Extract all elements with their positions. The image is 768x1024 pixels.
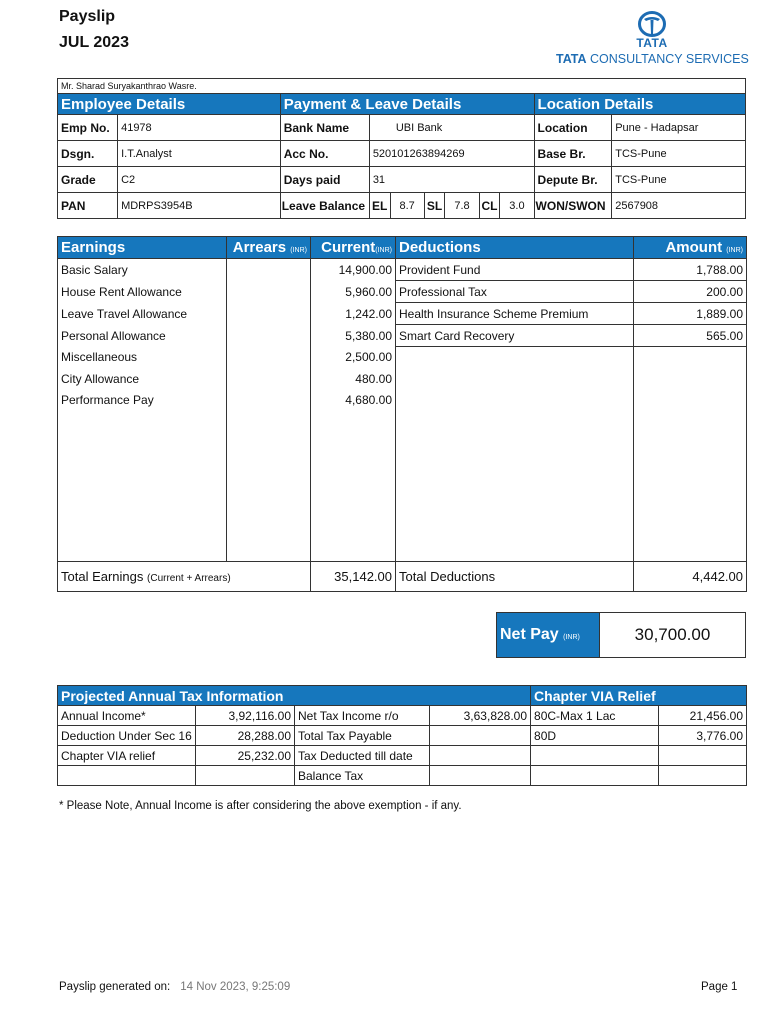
tax-value-b [196,766,295,786]
projected-tax-header: Projected Annual Tax Information [58,686,531,706]
amount-filler [634,410,747,562]
tax-value-d [430,746,531,766]
tax-label-c: Total Tax Payable [295,726,430,746]
base-branch-value: TCS-Pune [612,141,746,167]
tax-value-b: 3,92,116.00 [196,706,295,726]
deduction-amount: 1,788.00 [634,259,747,281]
deduction-name [396,347,634,369]
location-value: Pune - Hadapsar [612,115,746,141]
earnings-row [58,368,747,389]
sl-label: SL [424,193,445,219]
earning-name: City Allowance [58,368,227,389]
deduction-amount [634,368,747,389]
relief-label-e: 80C-Max 1 Lac [531,706,659,726]
earning-arrears [227,368,311,389]
section-location-details: Location Details [534,94,745,115]
days-paid-label: Days paid [280,167,369,193]
tax-label-a: Chapter VIA relief [58,746,196,766]
bank-name-label: Bank Name [280,115,369,141]
earning-current: 5,960.00 [311,281,396,303]
earning-arrears [227,389,311,410]
grade-value: C2 [118,167,281,193]
employee-name: Mr. Sharad Suryakanthrao Wasre. [58,79,746,94]
pan-value: MDRPS3954B [118,193,281,219]
earnings-row [58,325,747,347]
deduction-name: Provident Fund [396,259,634,281]
designation-value: I.T.Analyst [118,141,281,167]
amount-header: Amount (INR) [634,237,747,259]
earning-arrears [227,347,311,369]
pay-period: JUL 2023 [59,34,129,51]
earnings-row [58,281,747,303]
tax-label-a [58,766,196,786]
depute-branch-value: TCS-Pune [612,167,746,193]
current-header: Current(INR) [311,237,396,259]
tax-value-b: 28,288.00 [196,726,295,746]
tax-information-table [57,685,747,786]
employee-details-table [57,78,746,219]
earning-arrears [227,303,311,325]
total-deductions-value: 4,442.00 [634,562,747,592]
relief-value-f [659,746,747,766]
net-pay-value: 30,700.00 [600,613,746,658]
tax-row [58,706,747,726]
deductions-filler [396,410,634,562]
tax-row [58,726,747,746]
earning-name: Basic Salary [58,259,227,281]
deduction-name: Smart Card Recovery [396,325,634,347]
relief-label-e [531,766,659,786]
relief-value-f: 3,776.00 [659,726,747,746]
earnings-filler [58,410,227,562]
designation-label: Dsgn. [58,141,118,167]
generated-on: Payslip generated on: 14 Nov 2023, 9:25:09 [59,981,291,993]
earning-name: Miscellaneous [58,347,227,369]
tax-value-d [430,726,531,746]
page-number: Page 1 [701,981,738,993]
won-value: 2567908 [612,193,746,219]
tax-label-c: Balance Tax [295,766,430,786]
emp-no-value: 41978 [118,115,281,141]
earnings-row [58,347,747,369]
deduction-name: Health Insurance Scheme Premium [396,303,634,325]
arrears-filler [227,410,311,562]
base-branch-label: Base Br. [534,141,612,167]
emp-no-label: Emp No. [58,115,118,141]
el-label: EL [369,193,390,219]
company-logo [556,10,748,70]
el-value: 8.7 [390,193,424,219]
relief-value-f: 21,456.00 [659,706,747,726]
relief-label-e: 80D [531,726,659,746]
cl-label: CL [479,193,500,219]
account-no-value: 520101263894269 [369,141,534,167]
earnings-deductions-table [57,236,747,592]
deductions-header: Deductions [396,237,634,259]
earning-name: Performance Pay [58,389,227,410]
deduction-amount [634,389,747,410]
days-paid-value: 31 [369,167,534,193]
earning-name: Personal Allowance [58,325,227,347]
earnings-row [58,303,747,325]
deduction-amount [634,347,747,369]
depute-branch-label: Depute Br. [534,167,612,193]
logo-word: TATA [636,36,668,50]
relief-value-f [659,766,747,786]
arrears-header: Arrears (INR) [227,237,311,259]
won-label: WON/SWON [534,193,612,219]
earning-current: 1,242.00 [311,303,396,325]
pan-label: PAN [58,193,118,219]
deduction-name: Professional Tax [396,281,634,303]
deduction-name [396,368,634,389]
section-payment-leave-details: Payment & Leave Details [280,94,534,115]
tax-label-c: Net Tax Income r/o [295,706,430,726]
grade-label: Grade [58,167,118,193]
net-pay-box [496,612,746,658]
relief-label-e [531,746,659,766]
deduction-amount: 565.00 [634,325,747,347]
cl-value: 3.0 [500,193,534,219]
current-filler [311,410,396,562]
tax-value-d [430,766,531,786]
section-employee-details: Employee Details [58,94,281,115]
total-earnings-label: Total Earnings (Current + Arrears) [58,562,311,592]
earning-name: House Rent Allowance [58,281,227,303]
chapter-via-header: Chapter VIA Relief [531,686,747,706]
total-deductions-label: Total Deductions [396,562,634,592]
tax-row [58,766,747,786]
deduction-amount: 1,889.00 [634,303,747,325]
earning-arrears [227,259,311,281]
sl-value: 7.8 [445,193,479,219]
earning-current: 5,380.00 [311,325,396,347]
location-label: Location [534,115,612,141]
tax-value-b: 25,232.00 [196,746,295,766]
total-earnings-value: 35,142.00 [311,562,396,592]
tata-emblem-icon [638,10,666,38]
earning-name: Leave Travel Allowance [58,303,227,325]
earnings-row [58,389,747,410]
logo-company-name: TATA CONSULTANCY SERVICES [556,52,749,66]
deduction-amount: 200.00 [634,281,747,303]
tax-label-a: Deduction Under Sec 16 [58,726,196,746]
earning-arrears [227,325,311,347]
tax-value-d: 3,63,828.00 [430,706,531,726]
tax-row [58,746,747,766]
earning-current: 4,680.00 [311,389,396,410]
earning-current: 14,900.00 [311,259,396,281]
account-no-label: Acc No. [280,141,369,167]
tax-label-c: Tax Deducted till date [295,746,430,766]
earning-arrears [227,281,311,303]
net-pay-label: Net Pay (INR) [497,613,600,658]
earnings-row [58,259,747,281]
page-title: Payslip [59,8,116,25]
earnings-header: Earnings [58,237,227,259]
tax-label-a: Annual Income* [58,706,196,726]
earning-current: 2,500.00 [311,347,396,369]
earning-current: 480.00 [311,368,396,389]
footnote: * Please Note, Annual Income is after considering the above exemption - if any. [59,800,462,812]
bank-name-value: UBI Bank [369,115,534,141]
deduction-name [396,389,634,410]
leave-balance-label: Leave Balance [280,193,369,219]
